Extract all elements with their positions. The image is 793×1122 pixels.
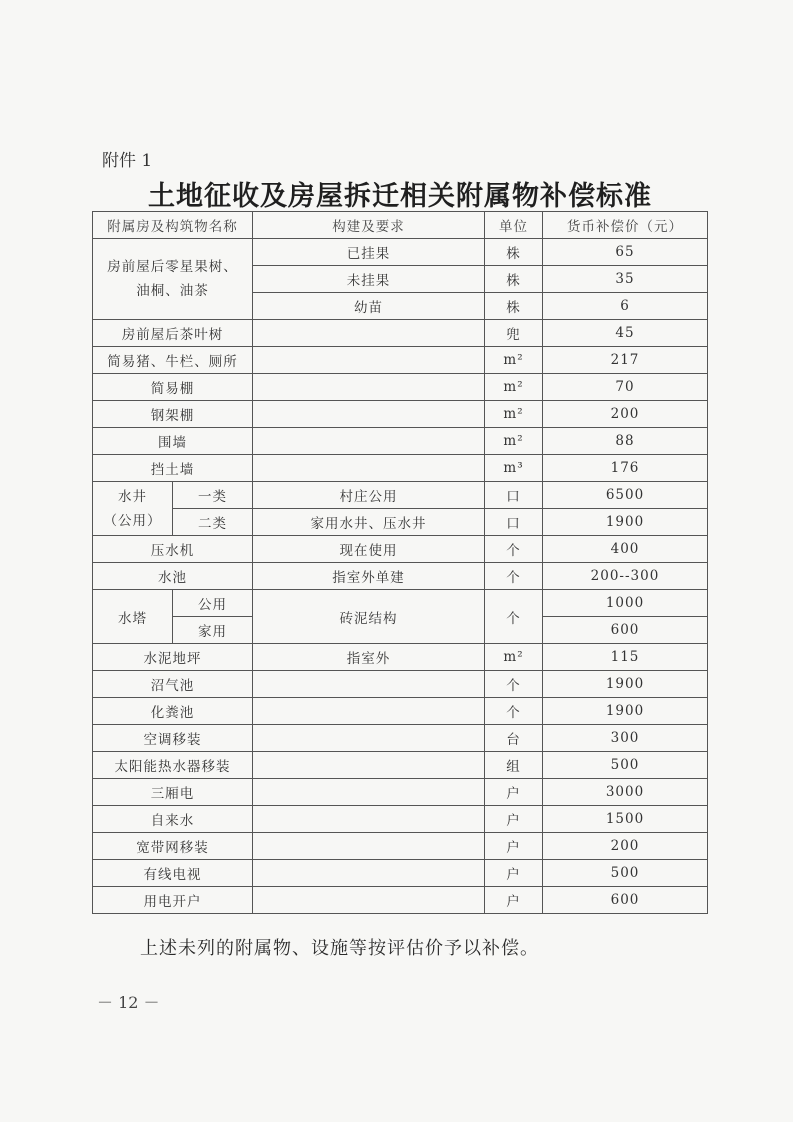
well-name-line2: （公用） xyxy=(103,512,162,529)
cell-unit: 个 xyxy=(485,698,543,725)
cell-requirement: 现在使用 xyxy=(253,536,485,563)
compensation-table xyxy=(92,211,708,914)
cell-name: 压水机 xyxy=(93,536,253,563)
table-row xyxy=(93,509,708,536)
cell-price: 45 xyxy=(543,320,708,347)
cell-requirement xyxy=(253,752,485,779)
header-price: 货币补偿价（元） xyxy=(543,212,708,239)
table-row xyxy=(93,455,708,482)
cell-price: 500 xyxy=(543,752,708,779)
page-number: － 12 － xyxy=(97,993,160,1012)
cell-name: 宽带网移装 xyxy=(93,833,253,860)
cell-unit: 个 xyxy=(485,671,543,698)
cell-name: 钢架棚 xyxy=(93,401,253,428)
cell-unit: m² xyxy=(485,401,543,428)
cell-price: 6 xyxy=(543,293,708,320)
table-row xyxy=(93,482,708,509)
cell-name: 水池 xyxy=(93,563,253,590)
table-row xyxy=(93,887,708,914)
cell-price: 1000 xyxy=(543,590,708,617)
table-row xyxy=(93,320,708,347)
cell-requirement: 指室外单建 xyxy=(253,563,485,590)
cell-unit: m² xyxy=(485,428,543,455)
header-unit: 单位 xyxy=(485,212,543,239)
cell-requirement xyxy=(253,455,485,482)
table-row xyxy=(93,752,708,779)
cell-requirement: 幼苗 xyxy=(253,293,485,320)
cell-unit: m² xyxy=(485,644,543,671)
cell-requirement xyxy=(253,806,485,833)
cell-name: 用电开户 xyxy=(93,887,253,914)
document-title: 土地征收及房屋拆迁相关附属物补偿标准 xyxy=(148,181,652,212)
tower-name: 水塔 xyxy=(93,590,173,644)
cell-unit: 户 xyxy=(485,779,543,806)
cell-requirement: 未挂果 xyxy=(253,266,485,293)
cell-price: 500 xyxy=(543,860,708,887)
cell-price: 200--300 xyxy=(543,563,708,590)
cell-subcategory: 公用 xyxy=(173,590,253,617)
cell-requirement xyxy=(253,671,485,698)
cell-requirement xyxy=(253,374,485,401)
cell-unit: 株 xyxy=(485,239,543,266)
header-name: 附属房及构筑物名称 xyxy=(93,212,253,239)
cell-unit: 株 xyxy=(485,293,543,320)
cell-unit: 户 xyxy=(485,860,543,887)
cell-price: 1900 xyxy=(543,671,708,698)
cell-subcategory: 家用 xyxy=(173,617,253,644)
cell-unit: 个 xyxy=(485,536,543,563)
cell-name: 简易猪、牛栏、厕所 xyxy=(93,347,253,374)
cell-name: 房前屋后茶叶树 xyxy=(93,320,253,347)
cell-unit: 组 xyxy=(485,752,543,779)
well-name-line1: 水井 xyxy=(118,488,147,505)
well-name xyxy=(93,482,173,536)
cell-name: 太阳能热水器移装 xyxy=(93,752,253,779)
tower-requirement: 砖泥结构 xyxy=(253,590,485,644)
cell-unit: m² xyxy=(485,347,543,374)
table-row xyxy=(93,590,708,617)
cell-price: 88 xyxy=(543,428,708,455)
fruit-tree-name: 房前屋后零星果树、油桐、油茶 xyxy=(93,239,253,320)
cell-unit: 口 xyxy=(485,509,543,536)
table-row xyxy=(93,806,708,833)
cell-price: 115 xyxy=(543,644,708,671)
cell-name: 有线电视 xyxy=(93,860,253,887)
cell-requirement xyxy=(253,887,485,914)
table-row xyxy=(93,374,708,401)
cell-requirement: 家用水井、压水井 xyxy=(253,509,485,536)
attachment-label: 附件 1 xyxy=(102,151,153,171)
cell-name: 简易棚 xyxy=(93,374,253,401)
table-row xyxy=(93,563,708,590)
table-row xyxy=(93,536,708,563)
cell-price: 176 xyxy=(543,455,708,482)
cell-requirement: 指室外 xyxy=(253,644,485,671)
footnote: 上述未列的附属物、设施等按评估价予以补偿。 xyxy=(140,938,539,959)
cell-unit: 户 xyxy=(485,887,543,914)
cell-unit: m³ xyxy=(485,455,543,482)
cell-name: 挡土墙 xyxy=(93,455,253,482)
cell-price: 70 xyxy=(543,374,708,401)
table-row xyxy=(93,725,708,752)
cell-requirement xyxy=(253,698,485,725)
cell-name: 围墙 xyxy=(93,428,253,455)
cell-price: 65 xyxy=(543,239,708,266)
cell-unit: 户 xyxy=(485,806,543,833)
cell-price: 300 xyxy=(543,725,708,752)
cell-requirement: 村庄公用 xyxy=(253,482,485,509)
cell-price: 600 xyxy=(543,887,708,914)
cell-requirement xyxy=(253,725,485,752)
cell-requirement xyxy=(253,860,485,887)
cell-price: 6500 xyxy=(543,482,708,509)
cell-unit: 口 xyxy=(485,482,543,509)
cell-unit: 个 xyxy=(485,563,543,590)
table-row xyxy=(93,698,708,725)
cell-requirement: 已挂果 xyxy=(253,239,485,266)
cell-price: 3000 xyxy=(543,779,708,806)
cell-unit: 株 xyxy=(485,266,543,293)
header-requirement: 构建及要求 xyxy=(253,212,485,239)
table-row xyxy=(93,428,708,455)
cell-name: 沼气池 xyxy=(93,671,253,698)
cell-requirement xyxy=(253,320,485,347)
table-row xyxy=(93,644,708,671)
cell-price: 1900 xyxy=(543,698,708,725)
cell-unit: m² xyxy=(485,374,543,401)
cell-subcategory: 一类 xyxy=(173,482,253,509)
table-row xyxy=(93,779,708,806)
cell-unit: 台 xyxy=(485,725,543,752)
cell-unit: 兜 xyxy=(485,320,543,347)
cell-requirement xyxy=(253,428,485,455)
cell-price: 1500 xyxy=(543,806,708,833)
table-row xyxy=(93,401,708,428)
cell-requirement xyxy=(253,401,485,428)
cell-name: 三厢电 xyxy=(93,779,253,806)
cell-name: 自来水 xyxy=(93,806,253,833)
cell-subcategory: 二类 xyxy=(173,509,253,536)
tower-unit: 个 xyxy=(485,590,543,644)
table-row xyxy=(93,671,708,698)
cell-unit: 户 xyxy=(485,833,543,860)
cell-requirement xyxy=(253,347,485,374)
table-header-row xyxy=(93,212,708,239)
cell-price: 400 xyxy=(543,536,708,563)
cell-requirement xyxy=(253,833,485,860)
cell-price: 217 xyxy=(543,347,708,374)
cell-price: 600 xyxy=(543,617,708,644)
cell-name: 水泥地坪 xyxy=(93,644,253,671)
cell-price: 200 xyxy=(543,833,708,860)
cell-requirement xyxy=(253,779,485,806)
table-row xyxy=(93,860,708,887)
cell-price: 1900 xyxy=(543,509,708,536)
table-row xyxy=(93,239,708,266)
table-row xyxy=(93,833,708,860)
cell-name: 化粪池 xyxy=(93,698,253,725)
cell-price: 200 xyxy=(543,401,708,428)
table-row xyxy=(93,347,708,374)
cell-price: 35 xyxy=(543,266,708,293)
cell-name: 空调移装 xyxy=(93,725,253,752)
